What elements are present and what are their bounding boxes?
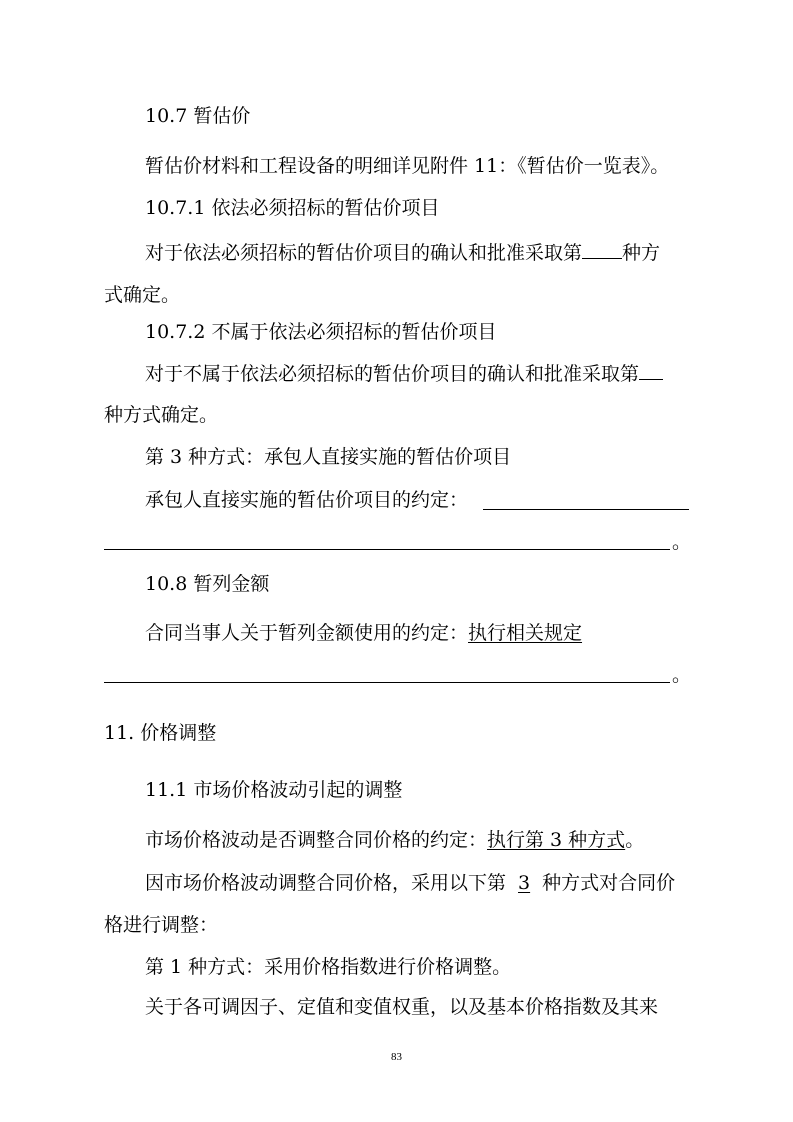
section-10-7-2-paragraph	[145, 361, 663, 386]
section-10-8-paragraph	[145, 621, 582, 645]
way-1-paragraph: 关于各可调因子、定值和变值权重，以及基本价格指数及其来	[145, 996, 659, 1018]
section-11-1-p2-text: 因市场价格波动调整合同价格，采用以下第	[145, 872, 507, 894]
section-10-7-2-heading: 10.7.2 不属于依法必须招标的暂估价项目	[145, 321, 497, 343]
section-10-8-heading: 10.8 暂列金额	[145, 573, 270, 595]
section-11-heading: 11. 价格调整	[104, 722, 217, 744]
section-10-7-1-heading: 10.7.1 依法必须招标的暂估价项目	[145, 197, 440, 219]
way-3-agreement	[145, 488, 468, 512]
section-10-7-1-paragraph-cont: 式确定。	[104, 284, 181, 306]
page-number: 83	[391, 1051, 402, 1063]
section-10-7-1-paragraph	[145, 240, 660, 265]
section-10-7-1-text-end: 种方	[622, 242, 661, 264]
section-11-1-p2-text-end: 种方式对合同价	[542, 872, 676, 894]
section-11-1-label: 市场价格波动是否调整合同价格的约定：	[145, 829, 488, 851]
section-10-7-2-text: 对于不属于依法必须招标的暂估价项目的确认和批准采取第	[145, 363, 640, 385]
section-11-1-paragraph-1	[145, 828, 644, 852]
section-10-7-1-text: 对于依法必须招标的暂估价项目的确认和批准采取第	[145, 242, 583, 264]
section-11-1-value: 执行第 3 种方式	[487, 829, 626, 851]
section-10-8-fill-line[interactable]	[104, 682, 670, 683]
method-number-blank[interactable]	[582, 240, 622, 259]
way-3-fill-line-2[interactable]	[104, 549, 670, 550]
section-10-7-heading: 10.7 暂估价	[145, 105, 251, 127]
way-3-agreement-label: 承包人直接实施的暂估价项目的约定：	[145, 489, 469, 511]
section-11-1-paragraph-2-cont: 格进行调整：	[104, 914, 219, 936]
section-10-8-label: 合同当事人关于暂列金额使用的约定：	[145, 622, 469, 644]
period-mark: 。	[672, 664, 692, 686]
adjustment-method-value: 3	[518, 872, 531, 894]
way-1-heading: 第 1 种方式：采用价格指数进行价格调整。	[145, 956, 512, 978]
section-10-7-paragraph: 暂估价材料和工程设备的明细详见附件 11：《暂估价一览表》。	[145, 155, 670, 177]
way-3-heading: 第 3 种方式：承包人直接实施的暂估价项目	[145, 446, 512, 468]
period-mark: 。	[672, 531, 692, 553]
section-11-1-heading: 11.1 市场价格波动引起的调整	[145, 779, 403, 801]
section-10-7-2-paragraph-cont: 种方式确定。	[104, 404, 219, 426]
way-3-fill-line[interactable]	[483, 509, 689, 510]
method-number-blank[interactable]	[639, 361, 663, 380]
section-10-8-value: 执行相关规定	[468, 622, 583, 644]
section-11-1-paragraph-2	[145, 871, 675, 895]
period-mark: 。	[625, 829, 645, 851]
